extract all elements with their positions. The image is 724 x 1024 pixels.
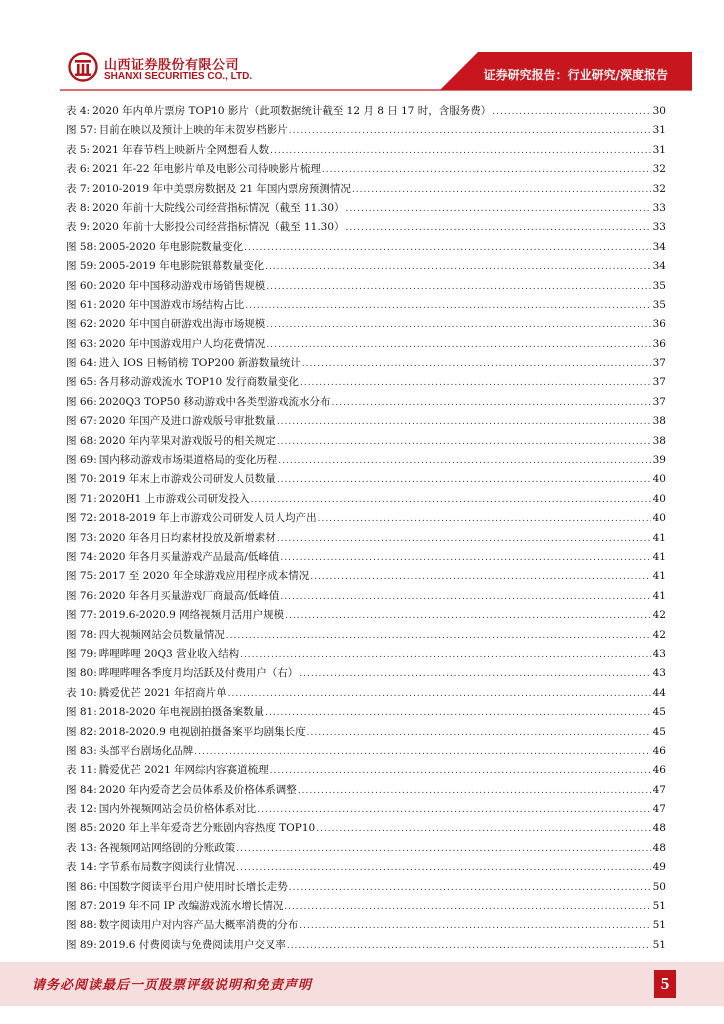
toc-entry-label: 表 11: bbox=[66, 764, 97, 777]
toc-entry-label: 图 75: bbox=[66, 570, 97, 583]
toc-entry[interactable] bbox=[66, 723, 666, 742]
toc-entry-label: 图 57: bbox=[66, 124, 97, 137]
toc-dot-leader bbox=[352, 181, 651, 200]
toc-entry[interactable] bbox=[66, 490, 666, 509]
toc-entry-page: 50 bbox=[652, 880, 666, 893]
toc-entry-label: 图 68: bbox=[66, 434, 97, 447]
toc-entry-page: 51 bbox=[652, 938, 666, 951]
toc-entry[interactable] bbox=[66, 664, 666, 683]
toc-entry-title: 2020 年前十大院线公司经营指标情况（截至 11.30） bbox=[92, 201, 345, 214]
toc-dot-leader bbox=[300, 374, 651, 393]
toc-entry-label: 图 70: bbox=[66, 473, 97, 486]
toc-entry-title: 中国数字阅读平台用户使用时长增长走势 bbox=[98, 880, 288, 893]
toc-entry[interactable] bbox=[66, 936, 666, 955]
toc-dot-leader bbox=[228, 685, 651, 704]
toc-entry-page: 48 bbox=[652, 822, 666, 835]
toc-dot-leader bbox=[285, 607, 651, 626]
toc-entry-page: 38 bbox=[652, 434, 666, 447]
toc-entry-title: 2018-2020 年电视剧拍摄备案数量 bbox=[98, 706, 265, 719]
toc-entry[interactable] bbox=[66, 141, 666, 160]
toc-entry-title: 2020 年各月买量游戏产品最高/低峰值 bbox=[98, 550, 280, 563]
toc-entry-page: 39 bbox=[652, 454, 666, 467]
toc-entry-label: 图 82: bbox=[66, 725, 97, 738]
report-type-label: 证券研究报告：行业研究/深度报告 bbox=[483, 68, 668, 82]
toc-dot-leader bbox=[280, 588, 651, 607]
toc-dot-leader bbox=[331, 394, 651, 413]
toc-entry-label: 图 72: bbox=[66, 512, 97, 525]
toc-entry[interactable] bbox=[66, 315, 666, 334]
toc-entry-page: 36 bbox=[652, 318, 666, 331]
toc-dot-leader bbox=[240, 646, 651, 665]
toc-entry-page: 35 bbox=[652, 298, 666, 311]
toc-entry-label: 图 69: bbox=[66, 454, 97, 467]
toc-entry-title: 四大视频网站会员数量情况 bbox=[98, 628, 225, 641]
toc-entry[interactable] bbox=[66, 567, 666, 586]
toc-entry-page: 33 bbox=[652, 201, 666, 214]
toc-dot-leader bbox=[236, 840, 651, 859]
toc-entry-page: 51 bbox=[652, 900, 666, 913]
toc-dot-leader bbox=[194, 743, 651, 762]
table-of-contents bbox=[66, 102, 666, 955]
toc-entry-label: 表 14: bbox=[66, 861, 97, 874]
toc-entry[interactable] bbox=[66, 839, 666, 858]
toc-entry-title: 2020 年中国游戏用户人均花费情况 bbox=[98, 337, 266, 350]
toc-entry-label: 表 7: bbox=[66, 182, 91, 195]
toc-dot-leader bbox=[265, 258, 651, 277]
toc-entry[interactable] bbox=[66, 819, 666, 838]
toc-entry-page: 34 bbox=[652, 240, 666, 253]
toc-entry-title: 2020 年内爱奇艺会员体系及价格体系调整 bbox=[98, 783, 297, 796]
toc-entry-page: 47 bbox=[652, 783, 666, 796]
toc-dot-leader bbox=[299, 917, 651, 936]
toc-entry-label: 表 4: bbox=[66, 105, 91, 117]
toc-entry-title: 2020 年上半年爱奇艺分账剧内容热度 TOP10 bbox=[98, 822, 316, 835]
toc-entry-title: 国内外视频网站会员价格体系对比 bbox=[98, 803, 257, 816]
toc-entry-page: 43 bbox=[652, 667, 666, 680]
page-footer bbox=[0, 962, 724, 1006]
toc-entry-title: 2020Q3 TOP50 移动游戏中各类型游戏流水分布 bbox=[98, 395, 331, 408]
toc-entry-title: 2020 年中国游戏市场结构占比 bbox=[98, 298, 245, 311]
toc-entry[interactable] bbox=[66, 393, 666, 412]
toc-entry-page: 51 bbox=[652, 919, 666, 932]
toc-entry[interactable] bbox=[66, 354, 666, 373]
toc-entry-label: 表 9: bbox=[66, 221, 91, 234]
toc-entry-title: 2020 年中国自研游戏出海市场规模 bbox=[98, 318, 266, 331]
toc-dot-leader bbox=[307, 724, 651, 743]
company-logo-icon bbox=[68, 52, 98, 82]
toc-entry-label: 图 80: bbox=[66, 667, 97, 680]
company-name-en: SHANXI SECURITIES CO., LTD. bbox=[104, 71, 253, 82]
toc-entry-page: 33 bbox=[652, 221, 666, 234]
toc-entry[interactable] bbox=[66, 529, 666, 548]
toc-entry-page: 36 bbox=[652, 337, 666, 350]
toc-entry-label: 图 83: bbox=[66, 744, 97, 757]
toc-entry-page: 43 bbox=[652, 647, 666, 660]
toc-entry-title: 字节系布局数字阅读行业情况 bbox=[98, 861, 236, 874]
toc-dot-leader bbox=[266, 316, 651, 335]
toc-entry-page: 37 bbox=[652, 395, 666, 408]
page-header bbox=[0, 0, 724, 96]
toc-dot-leader bbox=[266, 278, 651, 297]
toc-entry[interactable] bbox=[66, 761, 666, 780]
toc-dot-leader bbox=[299, 665, 651, 684]
toc-dot-leader bbox=[289, 122, 651, 141]
toc-entry[interactable] bbox=[66, 645, 666, 664]
toc-entry-label: 图 76: bbox=[66, 589, 97, 602]
toc-entry-label: 图 64: bbox=[66, 357, 97, 370]
toc-entry[interactable] bbox=[66, 858, 666, 877]
toc-entry-label: 图 85: bbox=[66, 822, 97, 835]
toc-dot-leader bbox=[277, 471, 651, 490]
toc-entry-title: 数字阅读用户对内容产品大概率消费的分布 bbox=[98, 919, 299, 932]
toc-dot-leader bbox=[302, 355, 651, 374]
toc-entry-label: 图 81: bbox=[66, 706, 97, 719]
toc-entry[interactable] bbox=[66, 199, 666, 218]
toc-dot-leader bbox=[346, 219, 651, 238]
toc-entry-title: 腾爱优芒 2021 年网综内容赛道梳理 bbox=[98, 764, 269, 777]
toc-entry-label: 表 6: bbox=[66, 163, 91, 176]
toc-entry[interactable] bbox=[66, 878, 666, 897]
toc-entry[interactable] bbox=[66, 296, 666, 315]
toc-entry[interactable] bbox=[66, 218, 666, 237]
toc-entry-page: 40 bbox=[652, 512, 666, 525]
toc-dot-leader bbox=[278, 452, 651, 471]
page-number: 5 bbox=[654, 970, 676, 998]
toc-entry-title: 目前在映以及预计上映的年末贺岁档影片 bbox=[98, 124, 288, 137]
toc-entry-title: 哔哩哔哩 20Q3 营业收入结构 bbox=[98, 647, 240, 660]
toc-entry-page: 40 bbox=[652, 473, 666, 486]
toc-entry-label: 图 61: bbox=[66, 298, 97, 311]
toc-dot-leader bbox=[251, 491, 651, 510]
toc-dot-leader bbox=[266, 336, 651, 355]
toc-entry-label: 图 74: bbox=[66, 550, 97, 563]
toc-dot-leader bbox=[289, 879, 651, 898]
toc-dot-leader bbox=[226, 627, 651, 646]
toc-entry[interactable] bbox=[66, 470, 666, 489]
toc-entry[interactable] bbox=[66, 742, 666, 761]
toc-dot-leader bbox=[277, 530, 651, 549]
toc-dot-leader bbox=[310, 568, 651, 587]
toc-entry-label: 图 89: bbox=[66, 938, 97, 951]
toc-entry-page: 37 bbox=[652, 357, 666, 370]
toc-entry-title: 2020 年各月买量游戏厂商最高/低峰值 bbox=[98, 589, 280, 602]
toc-dot-leader bbox=[236, 859, 651, 878]
toc-entry-title: 2020 年内单片票房 TOP10 影片（此项数据统计截至 12 月 8 日 17 时，含服务费） bbox=[92, 105, 492, 117]
toc-entry-label: 图 59: bbox=[66, 260, 97, 273]
toc-entry-title: 2017 至 2020 年全球游戏应用程序成本情况 bbox=[98, 570, 310, 583]
toc-dot-leader bbox=[244, 239, 651, 258]
toc-entry-label: 图 62: bbox=[66, 318, 97, 331]
toc-entry-title: 2005-2019 年电影院银幕数量变化 bbox=[98, 260, 265, 273]
toc-entry-title: 2005-2020 年电影院数量变化 bbox=[98, 240, 244, 253]
toc-entry[interactable] bbox=[66, 587, 666, 606]
toc-dot-leader bbox=[277, 413, 651, 432]
toc-entry[interactable] bbox=[66, 509, 666, 528]
toc-entry-label: 图 60: bbox=[66, 279, 97, 292]
toc-entry-page: 34 bbox=[652, 260, 666, 273]
toc-entry[interactable] bbox=[66, 238, 666, 257]
toc-entry[interactable] bbox=[66, 703, 666, 722]
toc-entry-label: 图 88: bbox=[66, 919, 97, 932]
toc-entry-label: 图 58: bbox=[66, 240, 97, 253]
toc-entry-label: 图 71: bbox=[66, 492, 97, 505]
toc-entry[interactable] bbox=[66, 626, 666, 645]
toc-entry[interactable] bbox=[66, 800, 666, 819]
toc-dot-leader bbox=[322, 161, 651, 180]
toc-entry-title: 国内移动游戏市场渠道格局的变化历程 bbox=[98, 454, 278, 467]
toc-entry[interactable] bbox=[66, 277, 666, 296]
company-name-cn: 山西证券股份有限公司 bbox=[104, 58, 240, 73]
toc-entry-label: 图 77: bbox=[66, 609, 97, 622]
toc-dot-leader bbox=[318, 510, 651, 529]
toc-entry-title: 2019 年末上市游戏公司研发人员数量 bbox=[98, 473, 276, 486]
toc-dot-leader bbox=[316, 820, 651, 839]
toc-entry-page: 41 bbox=[652, 531, 666, 544]
toc-dot-leader bbox=[287, 937, 651, 956]
toc-dot-leader bbox=[257, 801, 651, 820]
toc-entry-page: 46 bbox=[652, 764, 666, 777]
toc-entry[interactable] bbox=[66, 335, 666, 354]
toc-entry-label: 图 78: bbox=[66, 628, 97, 641]
toc-entry-label: 图 87: bbox=[66, 900, 97, 913]
toc-entry[interactable] bbox=[66, 548, 666, 567]
toc-entry-page: 42 bbox=[652, 609, 666, 622]
toc-entry-title: 2019 年不同 IP 改编游戏流水增长情况 bbox=[98, 900, 284, 913]
toc-entry-title: 2018-2020.9 电视剧拍摄备案平均剧集长度 bbox=[98, 725, 306, 738]
toc-entry-label: 表 5: bbox=[66, 143, 91, 156]
toc-entry[interactable] bbox=[66, 160, 666, 179]
toc-entry-label: 图 66: bbox=[66, 395, 97, 408]
toc-dot-leader bbox=[277, 433, 651, 452]
toc-entry-page: 45 bbox=[652, 725, 666, 738]
toc-entry-page: 45 bbox=[652, 706, 666, 719]
toc-entry[interactable] bbox=[66, 451, 666, 470]
toc-entry[interactable] bbox=[66, 121, 666, 140]
toc-entry-page: 38 bbox=[652, 415, 666, 428]
toc-entry[interactable] bbox=[66, 373, 666, 392]
toc-entry-label: 表 8: bbox=[66, 201, 91, 214]
toc-dot-leader bbox=[280, 549, 651, 568]
toc-entry-title: 头部平台剧场化品牌 bbox=[98, 744, 194, 757]
toc-entry-page: 31 bbox=[652, 143, 666, 156]
toc-entry-page: 31 bbox=[652, 124, 666, 137]
disclaimer-notice: 请务必阅读最后一页股票评级说明和免责声明 bbox=[32, 978, 313, 993]
toc-entry-page: 30 bbox=[652, 105, 666, 117]
toc-entry-page: 46 bbox=[652, 744, 666, 757]
toc-entry-page: 49 bbox=[652, 861, 666, 874]
toc-entry-label: 表 12: bbox=[66, 803, 97, 816]
toc-entry-label: 图 73: bbox=[66, 531, 97, 544]
toc-entry-page: 48 bbox=[652, 841, 666, 854]
toc-dot-leader bbox=[245, 297, 651, 316]
toc-entry-label: 图 86: bbox=[66, 880, 97, 893]
toc-entry-page: 41 bbox=[652, 550, 666, 563]
toc-entry-label: 图 79: bbox=[66, 647, 97, 660]
toc-entry-page: 37 bbox=[652, 376, 666, 389]
toc-entry-title: 进入 IOS 日畅销榜 TOP200 新游数量统计 bbox=[98, 357, 301, 370]
toc-dot-leader bbox=[284, 898, 651, 917]
toc-entry-title: 腾爱优芒 2021 年招商片单 bbox=[98, 686, 227, 699]
toc-entry-title: 各月移动游戏流水 TOP10 发行商数量变化 bbox=[98, 376, 299, 389]
toc-entry-label: 图 67: bbox=[66, 415, 97, 428]
toc-entry-page: 41 bbox=[652, 570, 666, 583]
toc-dot-leader bbox=[270, 142, 651, 161]
toc-dot-leader bbox=[346, 200, 651, 219]
toc-entry-title: 2020 年国产及进口游戏版号审批数量 bbox=[98, 415, 276, 428]
toc-entry-title: 2020H1 上市游戏公司研发投入 bbox=[98, 492, 250, 505]
toc-entry-page: 40 bbox=[652, 492, 666, 505]
toc-entry-title: 2020 年中国移动游戏市场销售规模 bbox=[98, 279, 266, 292]
toc-entry[interactable] bbox=[66, 257, 666, 276]
toc-entry-title: 2021 年-22 年电影片单及电影公司待映影片梳理 bbox=[92, 163, 321, 176]
toc-entry-page: 42 bbox=[652, 628, 666, 641]
toc-entry-title: 2010-2019 年中美票房数据及 21 年国内票房预测情况 bbox=[92, 182, 351, 195]
toc-dot-leader bbox=[265, 704, 651, 723]
toc-entry-page: 32 bbox=[652, 182, 666, 195]
toc-entry[interactable] bbox=[66, 432, 666, 451]
toc-entry-title: 2021 年春节档上映新片全网想看人数 bbox=[92, 143, 270, 156]
toc-dot-leader bbox=[492, 103, 651, 122]
toc-entry[interactable] bbox=[66, 897, 666, 916]
toc-entry-label: 表 10: bbox=[66, 686, 97, 699]
toc-entry-title: 2019.6-2020.9 网络视频月活用户规模 bbox=[98, 609, 285, 622]
toc-entry-label: 表 13: bbox=[66, 841, 97, 854]
toc-entry[interactable] bbox=[66, 102, 666, 121]
toc-entry-title: 2020 年各月日均素材投放及新增素材 bbox=[98, 531, 276, 544]
toc-entry-label: 图 84: bbox=[66, 783, 97, 796]
toc-entry-title: 2019.6 付费阅读与免费阅读用户交叉率 bbox=[98, 938, 286, 951]
toc-entry-page: 35 bbox=[652, 279, 666, 292]
toc-entry[interactable] bbox=[66, 684, 666, 703]
toc-entry-title: 2018-2019 年上市游戏公司研发人员人均产出 bbox=[98, 512, 317, 525]
toc-entry[interactable] bbox=[66, 781, 666, 800]
toc-entry[interactable] bbox=[66, 606, 666, 625]
toc-entry[interactable] bbox=[66, 412, 666, 431]
toc-entry[interactable] bbox=[66, 916, 666, 935]
toc-entry-page: 44 bbox=[652, 686, 666, 699]
toc-dot-leader bbox=[270, 762, 651, 781]
toc-entry-page: 47 bbox=[652, 803, 666, 816]
toc-entry[interactable] bbox=[66, 180, 666, 199]
toc-entry-label: 图 63: bbox=[66, 337, 97, 350]
toc-entry-title: 各视频网站网络剧的分账政策 bbox=[98, 841, 236, 854]
toc-entry-page: 32 bbox=[652, 163, 666, 176]
toc-entry-title: 2020 年前十大影投公司经营指标情况（截至 11.30） bbox=[92, 221, 345, 234]
toc-dot-leader bbox=[298, 782, 651, 801]
toc-entry-label: 图 65: bbox=[66, 376, 97, 389]
toc-entry-title: 哔哩哔哩各季度月均活跃及付费用户（右） bbox=[98, 667, 299, 680]
toc-entry-title: 2020 年内苹果对游戏版号的相关规定 bbox=[98, 434, 276, 447]
toc-entry-page: 41 bbox=[652, 589, 666, 602]
